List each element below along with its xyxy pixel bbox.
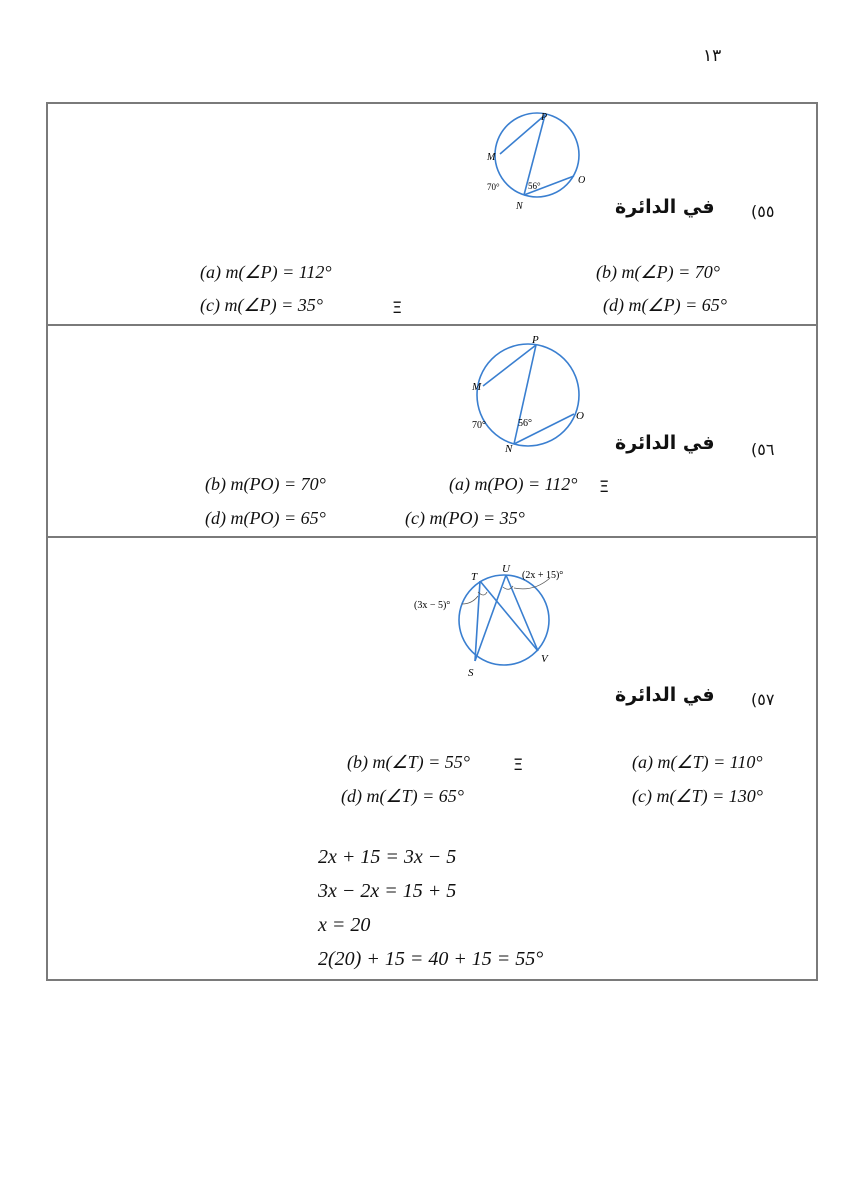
q55-option-d[interactable]: (d) m(∠P) = 65° [603,295,727,315]
q55-circle-figure [482,108,592,212]
label-N: N [516,201,523,212]
q56-circle-figure [468,330,594,454]
q56-answer-mark: Ξ [599,477,610,496]
q55-answer-mark: Ξ [392,298,403,317]
q56-option-a[interactable]: (a) m(PO) = 112° [449,474,578,494]
q55-option-b[interactable]: (b) m(∠P) = 70° [596,262,720,282]
q55-prompt: في الدائرة [615,196,715,218]
label-P: P [532,334,539,346]
q56-number: ٥٦) [751,440,775,459]
q57-number: ٥٧) [751,690,775,709]
arc-label: 70° [487,182,500,192]
q57-option-d[interactable]: (d) m(∠T) = 65° [341,786,464,806]
q56-option-c[interactable]: (c) m(PO) = 35° [405,508,525,528]
chord-PM [500,115,545,154]
label-U: U [502,563,510,575]
angle-label: 56° [518,418,532,429]
q57-work-line-4: 2(20) + 15 = 40 + 15 = 55° [318,948,544,970]
label-N: N [505,443,513,454]
q57-option-a[interactable]: (a) m(∠T) = 110° [632,752,763,772]
q56-option-b[interactable]: (b) m(PO) = 70° [205,474,326,494]
row-divider [48,536,816,538]
q57-work-line-1: 2x + 15 = 3x − 5 [318,846,457,868]
q56-prompt: في الدائرة [615,432,715,454]
q57-work-line-2: 3x − 2x = 15 + 5 [318,880,457,902]
circle [459,575,549,665]
q57-prompt: في الدائرة [615,684,715,706]
label-O: O [576,410,584,422]
q57-circle-figure [410,560,590,682]
chord-TV [480,581,538,651]
q57-option-b[interactable]: (b) m(∠T) = 55° [347,752,470,772]
expr-T: (3x − 5)° [414,600,451,611]
label-M: M [472,381,482,393]
label-V: V [541,653,548,665]
q55-option-c[interactable]: (c) m(∠P) = 35° [200,295,323,315]
label-T: T [471,571,478,583]
q57-work-line-3: x = 20 [318,914,371,936]
page-number: ١٣ [703,46,722,66]
q55-number: ٥٥) [751,202,775,221]
expr-U: (2x + 15)° [522,570,564,581]
q56-option-d[interactable]: (d) m(PO) = 65° [205,508,326,528]
q57-answer-mark: Ξ [513,755,524,774]
q55-option-a[interactable]: (a) m(∠P) = 112° [200,262,332,282]
arc-label: 70° [472,420,486,431]
label-M: M [487,152,496,163]
label-O: O [578,175,586,186]
row-divider [48,324,816,326]
circle [477,344,579,446]
label-S: S [468,667,474,679]
label-P: P [541,112,548,123]
q57-option-c[interactable]: (c) m(∠T) = 130° [632,786,763,806]
angle-label: 56° [528,181,541,191]
